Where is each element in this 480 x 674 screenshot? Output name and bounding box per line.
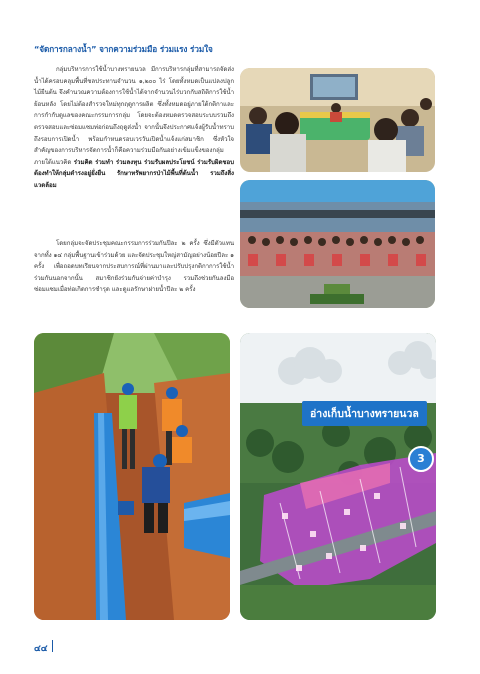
meeting-photo-indoor — [240, 68, 435, 172]
page-number: ๔๔ — [34, 644, 48, 654]
pipe-laying-photo-image — [34, 333, 230, 620]
pipe-laying-photo — [34, 333, 230, 620]
reservoir-aerial-map-image — [240, 333, 436, 620]
paragraph-1-bold-motto: ร่วมคิด ร่วมทำ ร่วมลงทุน ร่วมรับผลประโยชน์ ร่วมรับผิดชอบ ต้องทำให้กลุ่มดำรงอยู่ยั่งยืน รักษาทรัพยากรป่าไม้พื้นที่ต้นน้ำ รวมถึงสิ่งแวดล้อม — [34, 158, 234, 189]
reservoir-aerial-map — [240, 333, 436, 620]
reservoir-map-label: อ่างเก็บน้ำบางทรายนวล — [302, 401, 427, 426]
meeting-photo-outdoor-image — [240, 180, 435, 308]
paragraph-1-text: กลุ่มบริหารการใช้น้ำบางทรายนวล มีการบริหารกลุ่มที่สามารถจัดส่งน้ำได้ครอบคลุมพื้นที่ชลประทานจำนวน ๑,๒๐๐ ไร่ โดยทั้งหมดเป็นแปลงปลูกไม้ยืนต้น จึงคำนวณความต้องการใช้น้ำได้จากจำนวนไร่บวกกับสถิติการใช้น้ำย้อนหลัง โดยไม่ต้องสำรวจใหม่ทุกฤดูการผลิต ซึ่งทั้งหมดอยู่ภายใต้กติกาและการกำกับดูแลของคณะกรรมการกลุ่ม โดยจะต้องหมดตรวจสอบระบบรวมถึงตรวจสอบและซ่อมแซมท่อก่อนถึงฤดูส่งน้ำ จากนั้นจึงประกาศแจ้งผู้รับน้ำทราบถึงรอบการเปิดน้ำ พร้อมกำหนดรอบเวรวันเปิดน้ำแจ้งแก่สมาชิก ซึ่งหัวใจสำคัญของการบริหารจัดการน้ำก็คือความร่วมมือกันอย่างเข้มแข็งของกลุ่ม ภายใต้แนวคิด — [34, 66, 234, 166]
meeting-photo-indoor-image — [240, 68, 435, 172]
article-heading: “จัดการกลางน้ำ” จากความร่วมมือ ร่วมแรง ร่วมใจ — [34, 44, 213, 54]
article-paragraph-1 — [34, 64, 234, 192]
page-number-divider — [52, 640, 53, 652]
meeting-photo-outdoor — [240, 180, 435, 308]
article-paragraph-2: โดยกลุ่มจะจัดประชุมคณะกรรมการร่วมกันปีละ ๒ ครั้ง ซึ่งมีตัวแทนจากทั้ง ๑๔ กลุ่มพื้นฐานเข้าร่วมด้วย และจัดประชุมใหญ่สามัญอย่างน้อยปีละ ๑ ครั้ง เพื่อถอดบทเรียนจากประสบการณ์ที่ผ่านมาและปรับปรุงกติกาการใช้น้ำร่วมกันนอกจากนั้น สมาชิกยังร่วมกันจ่ายค่าบำรุง รวมถึงช่วยกันลงมือซ่อมแซมเมื่อท่อเกิดการชำรุด และดูแลรักษาฝายน้ำปีละ ๒ ครั้ง — [34, 240, 234, 294]
map-pin-number: 3 — [408, 446, 434, 472]
